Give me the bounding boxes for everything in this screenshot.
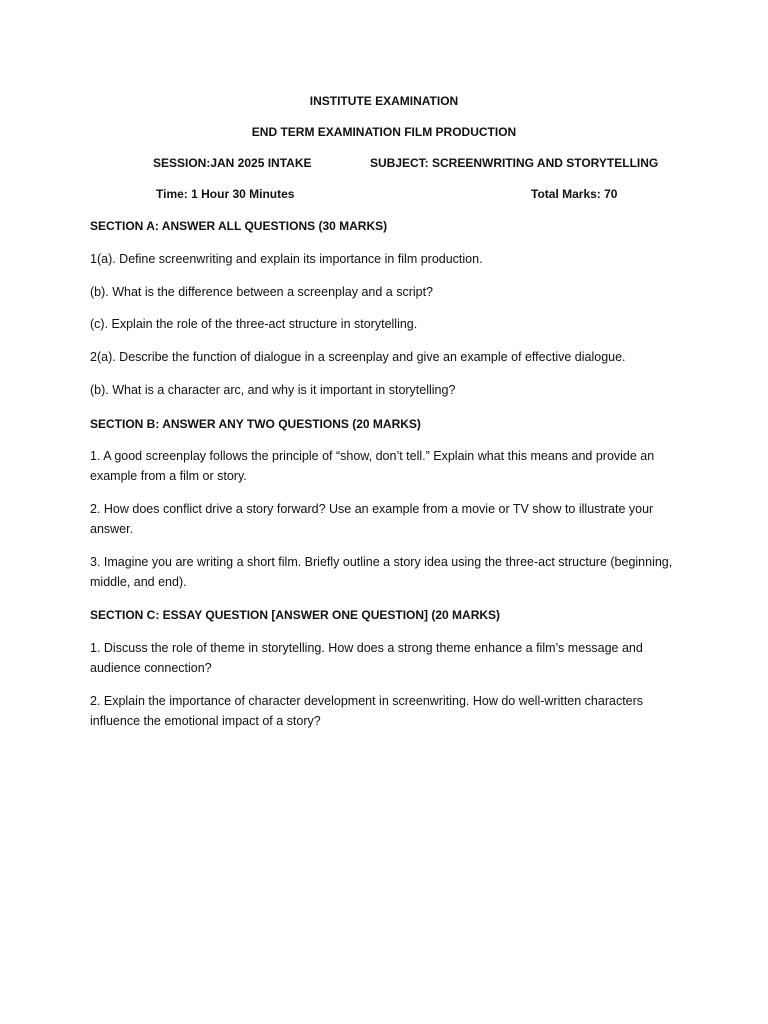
question-b-2: 2. How does conflict drive a story forward? Use an example from a movie or TV show to illustrate your answer.	[90, 502, 654, 536]
question-b-1: 1. A good screenplay follows the principle of “show, don’t tell.” Explain what this means and provide an example from a film or story.	[90, 449, 655, 483]
section-c	[90, 605, 680, 625]
question-a-1b: (b). What is the difference between a screenplay and a script?	[90, 285, 434, 299]
exam-title: END TERM EXAMINATION FILM PRODUCTION	[251, 125, 517, 139]
institute-title: INSTITUTE EXAMINATION	[309, 94, 459, 108]
question-c-1: 1. Discuss the role of theme in storytelling. How does a strong theme enhance a film’s message and audience connection?	[90, 641, 643, 675]
question-b-3: 3. Imagine you are writing a short film. Briefly outline a story idea using the three-act structure (beginning, middle, and end).	[90, 555, 673, 589]
time-label: Time: 1 Hour 30 Minutes	[156, 187, 295, 201]
section-b	[90, 414, 680, 434]
total-marks-label: Total Marks: 70	[531, 187, 618, 201]
question-a-1a: 1(a). Define screenwriting and explain its importance in film production.	[90, 252, 483, 266]
section-a	[90, 216, 680, 236]
question-a-2a: 2(a). Describe the function of dialogue in a screenplay and give an example of effective dialogue.	[90, 350, 626, 364]
section-a-title: SECTION A: ANSWER ALL QUESTIONS (30 MARKS)	[90, 219, 388, 233]
question-a-2b: (b). What is a character arc, and why is it important in storytelling?	[90, 383, 456, 397]
section-b-title: SECTION B: ANSWER ANY TWO QUESTIONS (20 MARKS)	[90, 417, 421, 431]
question-a-1c: (c). Explain the role of the three-act structure in storytelling.	[90, 317, 418, 331]
session-label: SESSION:JAN 2025 INTAKE	[153, 156, 312, 170]
subject-label: SUBJECT: SCREENWRITING AND STORYTELLING	[370, 156, 659, 170]
section-c-title: SECTION C: ESSAY QUESTION [ANSWER ONE QUESTION] (20 MARKS)	[90, 608, 501, 622]
question-c-2: 2. Explain the importance of character development in screenwriting. How do well-written characters influence the emotional impact of a story?	[90, 694, 644, 728]
